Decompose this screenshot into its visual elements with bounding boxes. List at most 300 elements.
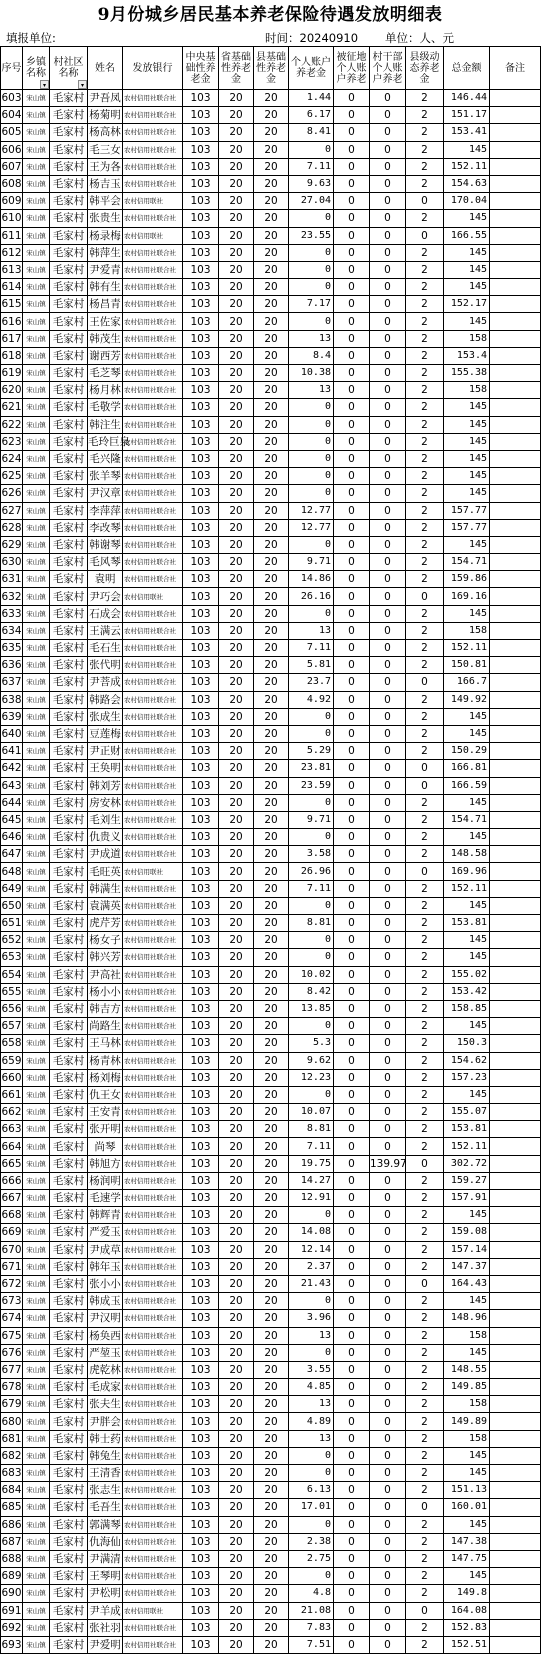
- filter-dropdown-icon[interactable]: ▾: [78, 80, 87, 89]
- col-village-cadre-account-cell: 0: [370, 588, 406, 605]
- col-provincial-pension-cell: 20: [219, 777, 254, 794]
- col-name-cell: 韩注生: [88, 416, 123, 433]
- col-village-cell: 毛家村: [50, 1310, 88, 1327]
- col-county-dynamic-pension-cell: 2: [406, 1069, 444, 1086]
- table-row: [1, 519, 541, 536]
- col-township-cell: 宋山镇: [23, 949, 50, 966]
- col-county-pension-cell: 20: [254, 141, 289, 158]
- col-total-amount-cell: 145: [444, 1207, 490, 1224]
- col-seq-cell: 622: [1, 416, 23, 433]
- col-village-cell: 毛家村: [50, 794, 88, 811]
- col-seq-cell: 612: [1, 244, 23, 261]
- table-row: [1, 1172, 541, 1189]
- col-remarks-cell: [490, 588, 541, 605]
- col-central-pension-cell: 103: [183, 485, 219, 502]
- col-bank-cell: 农村信用社联合社: [123, 347, 183, 364]
- col-village-cadre-account-cell: 0: [370, 966, 406, 983]
- col-seq-cell: 684: [1, 1482, 23, 1499]
- col-seq-cell: 666: [1, 1172, 23, 1189]
- table-row: [1, 691, 541, 708]
- col-remarks-cell: [490, 313, 541, 330]
- col-county-dynamic-pension-cell: 2: [406, 141, 444, 158]
- col-name-cell: 石成会: [88, 605, 123, 622]
- col-village-cell: 毛家村: [50, 1035, 88, 1052]
- col-provincial-pension-cell: 20: [219, 743, 254, 760]
- table-row: [1, 1430, 541, 1447]
- col-seq-cell: 643: [1, 777, 23, 794]
- col-remarks-cell: [490, 657, 541, 674]
- col-personal-account-cell: 0: [289, 897, 334, 914]
- col-central-pension-cell: 103: [183, 983, 219, 1000]
- col-village-cadre-account-cell: 0: [370, 1035, 406, 1052]
- col-land-acquired-account-cell: 0: [334, 519, 370, 536]
- col-village-cadre-account-cell: 0: [370, 502, 406, 519]
- col-township-cell: 宋山镇: [23, 296, 50, 313]
- col-central-pension-cell: 103: [183, 1344, 219, 1361]
- col-township-cell: 宋山镇: [23, 966, 50, 983]
- col-village-cell: 毛家村: [50, 1190, 88, 1207]
- col-village-cell: 毛家村: [50, 261, 88, 278]
- col-village-cadre-account-cell: 0: [370, 244, 406, 261]
- col-village-cell: 毛家村: [50, 725, 88, 742]
- table-row: [1, 725, 541, 742]
- col-total-amount-cell: 155.02: [444, 966, 490, 983]
- col-seq-cell: 668: [1, 1207, 23, 1224]
- col-bank-header: [123, 47, 183, 90]
- table-row: [1, 949, 541, 966]
- col-village-cell: 毛家村: [50, 1413, 88, 1430]
- col-provincial-pension-cell: 20: [219, 1258, 254, 1275]
- col-county-dynamic-pension-cell: 2: [406, 932, 444, 949]
- col-remarks-cell: [490, 966, 541, 983]
- col-personal-account-cell: 0: [289, 1018, 334, 1035]
- col-township-cell: 宋山镇: [23, 90, 50, 107]
- col-township-cell: 宋山镇: [23, 365, 50, 382]
- col-land-acquired-account-cell: 0: [334, 1000, 370, 1017]
- col-seq-cell: 626: [1, 485, 23, 502]
- col-central-pension-cell: 103: [183, 571, 219, 588]
- col-provincial-pension-cell: 20: [219, 244, 254, 261]
- col-land-acquired-account-cell: 0: [334, 365, 370, 382]
- col-village-cadre-account-cell: 0: [370, 1516, 406, 1533]
- col-county-dynamic-pension-cell: 2: [406, 794, 444, 811]
- col-land-acquired-account-cell: 0: [334, 1207, 370, 1224]
- col-name-cell: 毛石生: [88, 640, 123, 657]
- col-land-acquired-account-cell: 0: [334, 657, 370, 674]
- col-remarks-cell: [490, 1465, 541, 1482]
- col-county-dynamic-pension-cell: 2: [406, 1396, 444, 1413]
- col-total-amount-cell: 157.91: [444, 1190, 490, 1207]
- col-land-acquired-account-cell: 0: [334, 1138, 370, 1155]
- col-remarks-cell: [490, 279, 541, 296]
- col-village-cell: 毛家村: [50, 1104, 88, 1121]
- col-name-cell: 韩兔生: [88, 1447, 123, 1464]
- col-county-dynamic-pension-cell: 2: [406, 261, 444, 278]
- col-village-cell: 毛家村: [50, 158, 88, 175]
- col-village-cadre-account-cell: 0: [370, 1121, 406, 1138]
- col-provincial-pension-cell: 20: [219, 1241, 254, 1258]
- table-row: [1, 141, 541, 158]
- col-personal-account-cell: 12.91: [289, 1190, 334, 1207]
- col-remarks-cell: [490, 296, 541, 313]
- col-village-cadre-account-cell: 0: [370, 863, 406, 880]
- col-county-pension-cell: 20: [254, 1499, 289, 1516]
- col-provincial-pension-cell: 20: [219, 966, 254, 983]
- col-remarks-cell: [490, 399, 541, 416]
- col-provincial-pension-cell: 20: [219, 296, 254, 313]
- col-total-amount-cell: 145: [444, 1344, 490, 1361]
- col-name-cell: 尹高社: [88, 966, 123, 983]
- col-total-amount-cell: 145: [444, 536, 490, 553]
- col-township-cell: 宋山镇: [23, 1035, 50, 1052]
- col-county-dynamic-pension-cell: 2: [406, 1413, 444, 1430]
- col-village-cell: 毛家村: [50, 1172, 88, 1189]
- col-land-acquired-account-cell: 0: [334, 846, 370, 863]
- col-name-cell: 谢西芳: [88, 347, 123, 364]
- col-remarks-cell: [490, 1121, 541, 1138]
- col-total-amount-cell: 157.14: [444, 1241, 490, 1258]
- col-seq-cell: 673: [1, 1293, 23, 1310]
- col-personal-account-cell: 13: [289, 330, 334, 347]
- col-township-cell: 宋山镇: [23, 605, 50, 622]
- col-village-cadre-account-cell: 0: [370, 846, 406, 863]
- col-provincial-pension-cell: 20: [219, 1207, 254, 1224]
- col-county-pension-cell: 20: [254, 450, 289, 467]
- col-county-pension-cell: 20: [254, 605, 289, 622]
- col-bank-cell: 农村信用社联合社: [123, 657, 183, 674]
- col-county-dynamic-pension-cell: 2: [406, 279, 444, 296]
- col-land-acquired-account-cell: 0: [334, 347, 370, 364]
- col-county-pension-cell: 20: [254, 1052, 289, 1069]
- col-land-acquired-account-cell: 0: [334, 863, 370, 880]
- col-village-cadre-account-cell: 0: [370, 347, 406, 364]
- col-provincial-pension-cell: 20: [219, 1121, 254, 1138]
- col-bank-cell: 农村信用社联合社: [123, 1361, 183, 1378]
- col-name-cell: 豆莲梅: [88, 725, 123, 742]
- col-total-amount-cell: 149.89: [444, 1413, 490, 1430]
- col-total-amount-cell: 159.08: [444, 1224, 490, 1241]
- col-bank-cell: 农村信用联社: [123, 227, 183, 244]
- col-personal-account-cell: 23.7: [289, 674, 334, 691]
- col-county-pension-cell: 20: [254, 90, 289, 107]
- col-village-cadre-account-cell: 0: [370, 1447, 406, 1464]
- col-central-pension-cell: 103: [183, 450, 219, 467]
- col-village-cadre-account-cell: 0: [370, 622, 406, 639]
- col-county-dynamic-pension-cell: 2: [406, 210, 444, 227]
- col-central-pension-cell: 103: [183, 296, 219, 313]
- col-name-cell: 尚琴: [88, 1138, 123, 1155]
- col-personal-account-cell: 4.85: [289, 1379, 334, 1396]
- col-land-acquired-account-cell: 0: [334, 1310, 370, 1327]
- col-total-amount-cell: 155.07: [444, 1104, 490, 1121]
- col-village-cell: 毛家村: [50, 1069, 88, 1086]
- col-central-pension-cell: 103: [183, 1000, 219, 1017]
- col-county-dynamic-pension-cell: 2: [406, 1361, 444, 1378]
- col-bank-cell: 农村信用社联合社: [123, 777, 183, 794]
- col-bank-cell: 农村信用社联合社: [123, 640, 183, 657]
- col-central-pension-cell: 103: [183, 1533, 219, 1550]
- col-personal-account-cell: 7.11: [289, 158, 334, 175]
- table-row: [1, 416, 541, 433]
- col-township-cell: 宋山镇: [23, 829, 50, 846]
- table-row: [1, 1155, 541, 1172]
- col-central-pension-cell: 103: [183, 1258, 219, 1275]
- col-personal-account-cell: 8.41: [289, 124, 334, 141]
- col-county-dynamic-pension-cell: 0: [406, 760, 444, 777]
- col-total-amount-cell: 150.3: [444, 1035, 490, 1052]
- col-village-cell: 毛家村: [50, 966, 88, 983]
- col-personal-account-cell: 13: [289, 1430, 334, 1447]
- col-name-cell: 袁满英: [88, 897, 123, 914]
- col-seq-cell: 676: [1, 1344, 23, 1361]
- col-name-cell: 韩萍生: [88, 244, 123, 261]
- col-county-pension-cell: 20: [254, 1482, 289, 1499]
- col-personal-account-cell: 2.37: [289, 1258, 334, 1275]
- col-central-pension-cell: 103: [183, 1413, 219, 1430]
- col-seq-cell: 619: [1, 365, 23, 382]
- col-county-pension-cell: 20: [254, 1550, 289, 1567]
- col-township-cell: 宋山镇: [23, 863, 50, 880]
- col-county-dynamic-pension-cell: 2: [406, 519, 444, 536]
- col-remarks-cell: [490, 1516, 541, 1533]
- col-township-cell: 宋山镇: [23, 622, 50, 639]
- col-village-cadre-account-cell: 0: [370, 519, 406, 536]
- col-personal-account-cell: 1.44: [289, 90, 334, 107]
- col-seq-cell: 613: [1, 261, 23, 278]
- col-village-cell: 毛家村: [50, 485, 88, 502]
- col-total-amount-cell: 169.96: [444, 863, 490, 880]
- table-row: [1, 227, 541, 244]
- col-village-cell: 毛家村: [50, 1327, 88, 1344]
- col-name-cell: 尹正财: [88, 743, 123, 760]
- col-central-pension-cell: 103: [183, 1018, 219, 1035]
- col-remarks-cell: [490, 1310, 541, 1327]
- col-total-amount-cell: 150.81: [444, 657, 490, 674]
- col-personal-account-cell: 0: [289, 450, 334, 467]
- col-name-cell: 韩成玉: [88, 1293, 123, 1310]
- col-county-pension-cell: 20: [254, 1568, 289, 1585]
- page-title: 9月份城乡居民基本养老保险待遇发放明细表: [97, 5, 443, 25]
- col-village-cell: 毛家村: [50, 1121, 88, 1138]
- col-total-amount-cell: 158: [444, 1327, 490, 1344]
- col-bank-cell: 农村信用社联合社: [123, 485, 183, 502]
- col-village-cell: 毛家村: [50, 347, 88, 364]
- table-row: [1, 296, 541, 313]
- col-name-cell: 张夫生: [88, 1396, 123, 1413]
- col-total-amount-cell: 159.86: [444, 571, 490, 588]
- col-central-pension-cell: 103: [183, 1241, 219, 1258]
- col-village-cell: 毛家村: [50, 708, 88, 725]
- col-village-cell: 毛家村: [50, 1018, 88, 1035]
- col-seq-cell: 655: [1, 983, 23, 1000]
- col-total-amount-cell: 145: [444, 708, 490, 725]
- payout-table: [0, 46, 541, 1654]
- col-personal-account-cell: 0: [289, 261, 334, 278]
- col-name-cell: 虎乾林: [88, 1361, 123, 1378]
- col-county-pension-cell: 20: [254, 107, 289, 124]
- col-township-cell: 宋山镇: [23, 588, 50, 605]
- col-land-acquired-account-cell: 0: [334, 1568, 370, 1585]
- col-county-dynamic-pension-cell: 2: [406, 1310, 444, 1327]
- col-village-cell: 毛家村: [50, 365, 88, 382]
- header-label: 姓名: [95, 62, 115, 74]
- col-total-amount-cell: 145: [444, 279, 490, 296]
- col-total-amount-cell: 145: [444, 1447, 490, 1464]
- col-provincial-pension-cell: 20: [219, 1636, 254, 1653]
- col-village-cell: 毛家村: [50, 1138, 88, 1155]
- col-land-acquired-account-cell: 0: [334, 1018, 370, 1035]
- col-village-cell: 毛家村: [50, 433, 88, 450]
- col-bank-cell: 农村信用社联合社: [123, 536, 183, 553]
- col-village-cell: 毛家村: [50, 519, 88, 536]
- col-remarks-cell: [490, 1413, 541, 1430]
- table-row: [1, 932, 541, 949]
- col-central-pension-cell: 103: [183, 279, 219, 296]
- col-bank-cell: 农村信用社联合社: [123, 382, 183, 399]
- col-county-dynamic-pension-cell: 2: [406, 1190, 444, 1207]
- col-land-acquired-account-cell: 0: [334, 760, 370, 777]
- col-county-dynamic-pension-cell: 2: [406, 691, 444, 708]
- col-county-dynamic-pension-cell: 0: [406, 863, 444, 880]
- col-bank-cell: 农村信用社联合社: [123, 261, 183, 278]
- col-provincial-pension-cell: 20: [219, 1000, 254, 1017]
- col-name-cell: 杨菊明: [88, 107, 123, 124]
- col-central-pension-cell: 103: [183, 949, 219, 966]
- col-personal-account-cell: 4.92: [289, 691, 334, 708]
- col-bank-cell: 农村信用社联合社: [123, 1293, 183, 1310]
- col-total-amount-cell: 154.71: [444, 811, 490, 828]
- col-remarks-cell: [490, 1619, 541, 1636]
- col-central-pension-cell: 103: [183, 1550, 219, 1567]
- col-county-pension-cell: 20: [254, 1310, 289, 1327]
- col-seq-cell: 680: [1, 1413, 23, 1430]
- col-total-amount-cell: 166.55: [444, 227, 490, 244]
- col-name-cell: 毛速学: [88, 1190, 123, 1207]
- col-bank-cell: 农村信用社联合社: [123, 141, 183, 158]
- col-name-cell: 王清香: [88, 1465, 123, 1482]
- col-township-cell: 宋山镇: [23, 175, 50, 192]
- col-provincial-pension-cell: 20: [219, 399, 254, 416]
- col-village-cell: 毛家村: [50, 1499, 88, 1516]
- header-label: 被征地个人账户养老: [336, 51, 367, 85]
- col-central-pension-cell: 103: [183, 554, 219, 571]
- col-bank-cell: 农村信用社联合社: [123, 1000, 183, 1017]
- col-personal-account-cell: 0: [289, 794, 334, 811]
- col-total-amount-cell: 157.23: [444, 1069, 490, 1086]
- col-total-amount-cell: 157.77: [444, 519, 490, 536]
- col-land-acquired-account-cell: 0: [334, 829, 370, 846]
- col-village-cell: 毛家村: [50, 1224, 88, 1241]
- table-row: [1, 502, 541, 519]
- col-county-pension-cell: 20: [254, 1138, 289, 1155]
- col-township-cell: 宋山镇: [23, 1172, 50, 1189]
- col-land-acquired-account-cell: 0: [334, 1361, 370, 1378]
- col-remarks-cell: [490, 1550, 541, 1567]
- table-row: [1, 846, 541, 863]
- col-seq-cell: 637: [1, 674, 23, 691]
- col-provincial-pension-cell: 20: [219, 932, 254, 949]
- col-provincial-pension-cell: 20: [219, 725, 254, 742]
- table-row: [1, 1207, 541, 1224]
- col-central-pension-cell: 103: [183, 794, 219, 811]
- col-village-cell: 毛家村: [50, 193, 88, 210]
- col-county-pension-cell: 20: [254, 1533, 289, 1550]
- col-village-cadre-account-cell: 0: [370, 691, 406, 708]
- col-remarks-cell: [490, 1636, 541, 1653]
- col-name-cell: 杨昌青: [88, 296, 123, 313]
- col-name-cell: 毛刘生: [88, 811, 123, 828]
- col-land-acquired-account-cell: 0: [334, 485, 370, 502]
- col-county-dynamic-pension-cell: 2: [406, 296, 444, 313]
- col-total-amount-cell: 145: [444, 416, 490, 433]
- col-remarks-cell: [490, 468, 541, 485]
- col-township-cell: 宋山镇: [23, 691, 50, 708]
- table-row: [1, 1379, 541, 1396]
- col-land-acquired-account-cell: 0: [334, 1190, 370, 1207]
- col-seq-cell: 678: [1, 1379, 23, 1396]
- col-personal-account-cell: 0: [289, 829, 334, 846]
- table-header: [1, 47, 541, 90]
- col-township-cell: 宋山镇: [23, 1636, 50, 1653]
- col-village-cadre-account-cell: 0: [370, 571, 406, 588]
- col-name-cell: 张贵生: [88, 210, 123, 227]
- col-name-cell: 韩有生: [88, 279, 123, 296]
- col-total-amount-cell: 166.7: [444, 674, 490, 691]
- table-row: [1, 640, 541, 657]
- col-seq-cell: 645: [1, 811, 23, 828]
- col-remarks-cell: [490, 244, 541, 261]
- col-total-amount-cell: 145: [444, 605, 490, 622]
- col-personal-account-cell: 10.02: [289, 966, 334, 983]
- col-remarks-cell: [490, 1190, 541, 1207]
- col-village-cell: 毛家村: [50, 1000, 88, 1017]
- col-personal-account-cell: 9.71: [289, 811, 334, 828]
- col-county-pension-cell: 20: [254, 966, 289, 983]
- col-provincial-pension-cell: 20: [219, 124, 254, 141]
- col-bank-cell: 农村信用社联合社: [123, 691, 183, 708]
- col-bank-cell: 农村信用社联合社: [123, 313, 183, 330]
- col-township-cell: 宋山镇: [23, 1052, 50, 1069]
- col-personal-account-cell: 19.75: [289, 1155, 334, 1172]
- col-village-cell: 毛家村: [50, 743, 88, 760]
- col-remarks-cell: [490, 605, 541, 622]
- col-county-dynamic-pension-cell: 0: [406, 674, 444, 691]
- col-name-cell: 毛敬学: [88, 399, 123, 416]
- filter-dropdown-icon[interactable]: ▾: [40, 80, 49, 89]
- col-provincial-pension-cell: 20: [219, 468, 254, 485]
- col-land-acquired-account-cell: 0: [334, 966, 370, 983]
- col-personal-account-cell: 7.83: [289, 1619, 334, 1636]
- table-row: [1, 880, 541, 897]
- col-bank-cell: 农村信用社联合社: [123, 794, 183, 811]
- col-village-cell: 毛家村: [50, 90, 88, 107]
- col-county-pension-cell: 20: [254, 915, 289, 932]
- col-total-amount-cell: 154.71: [444, 554, 490, 571]
- col-county-dynamic-pension-cell: 2: [406, 1104, 444, 1121]
- col-total-amount-cell: 146.44: [444, 90, 490, 107]
- col-land-acquired-account-cell: 0: [334, 1619, 370, 1636]
- col-name-cell: 虎芹芳: [88, 915, 123, 932]
- col-central-pension-cell: 103: [183, 1499, 219, 1516]
- col-township-cell: 宋山镇: [23, 193, 50, 210]
- col-village-cadre-account-cell: 0: [370, 1533, 406, 1550]
- col-land-acquired-account-cell: 0: [334, 1293, 370, 1310]
- col-total-amount-cell: 145: [444, 399, 490, 416]
- col-bank-cell: 农村信用社联合社: [123, 502, 183, 519]
- col-village-cell: 毛家村: [50, 1550, 88, 1567]
- col-central-pension-cell: 103: [183, 1310, 219, 1327]
- col-township-cell: 宋山镇: [23, 571, 50, 588]
